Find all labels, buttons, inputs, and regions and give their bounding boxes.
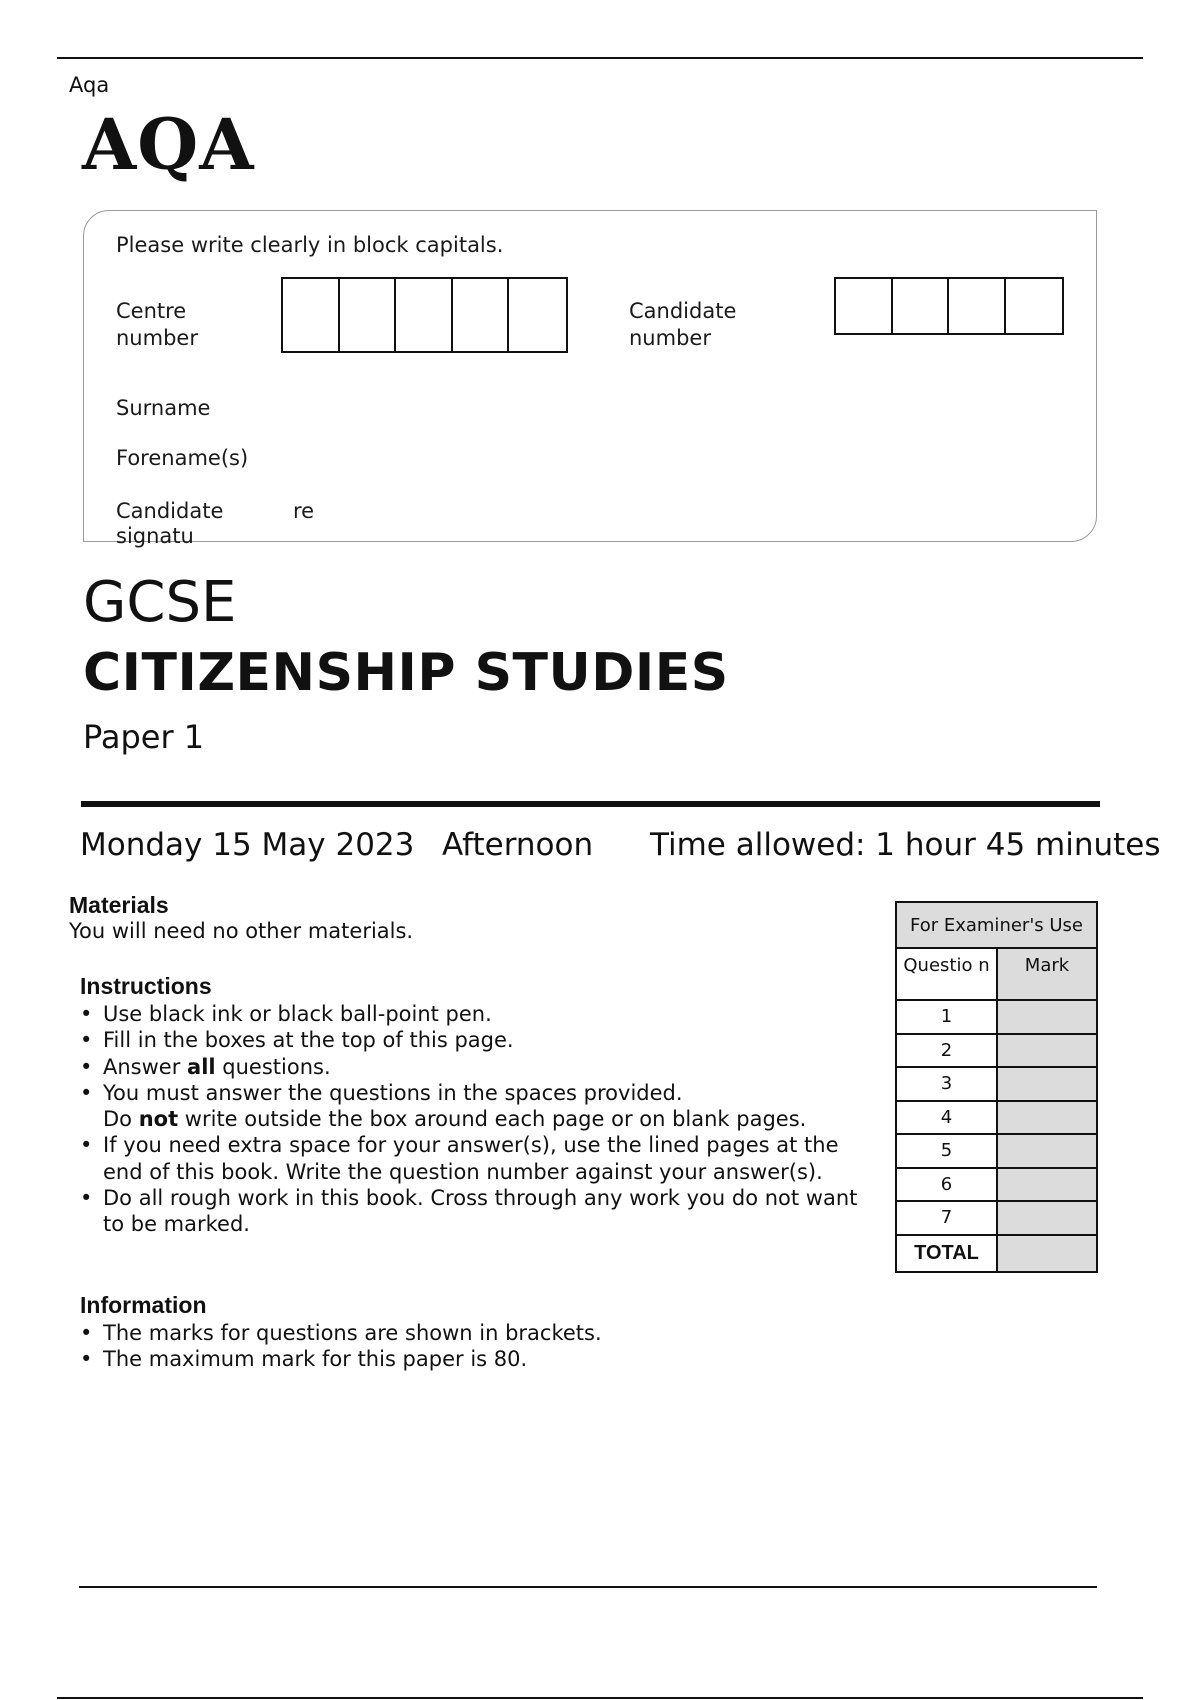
page-bottom-rule: [57, 1697, 1143, 1699]
list-item: • Fill in the boxes at the top of this page.: [80, 1027, 860, 1053]
paper-title: Paper 1: [83, 718, 205, 756]
table-row: [896, 1134, 1097, 1168]
question-number: 7: [896, 1201, 997, 1235]
centre-number-boxes: [281, 277, 568, 353]
centre-number-digit-5[interactable]: [509, 279, 566, 351]
candidate-number-digit-1[interactable]: [836, 279, 893, 333]
candidate-number-digit-2[interactable]: [893, 279, 950, 333]
qualification-title: GCSE: [83, 570, 237, 635]
information-heading: Information: [80, 1292, 207, 1318]
centre-number-digit-3[interactable]: [396, 279, 453, 351]
question-number: 6: [896, 1168, 997, 1202]
surname-label: Surname: [116, 396, 211, 420]
subject-title: CITIZENSHIP STUDIES: [83, 643, 729, 703]
total-label: TOTAL: [896, 1235, 997, 1272]
question-number: 3: [896, 1067, 997, 1101]
mark-cell[interactable]: [997, 1134, 1097, 1168]
signature-label-fragment: re: [293, 499, 315, 523]
text-run: Do: [103, 1107, 139, 1132]
question-number: 1: [896, 1000, 997, 1034]
list-item: • Use black ink or black ball-point pen.: [80, 1001, 860, 1027]
examiner-use-table: [895, 901, 1098, 1273]
forename-label: Forename(s): [116, 446, 249, 470]
table-row: [896, 1067, 1097, 1101]
materials-text: You will need no other materials.: [69, 919, 414, 943]
top-rule: [57, 57, 1143, 59]
candidate-number-digit-3[interactable]: [949, 279, 1006, 333]
question-number: 5: [896, 1134, 997, 1168]
instructions-heading: Instructions: [80, 973, 212, 999]
table-row: [896, 1201, 1097, 1235]
mark-column-header: Mark: [997, 948, 1097, 1000]
exam-date: Monday 15 May 2023: [80, 827, 415, 863]
mark-cell[interactable]: [997, 1000, 1097, 1034]
candidate-number-label-line2: number: [629, 326, 711, 350]
bottom-rule: [79, 1586, 1097, 1588]
candidate-number-label-line1: Candidate: [629, 299, 737, 323]
list-item: • Do all rough work in this book. Cross through any work you do not want to be marked.: [80, 1185, 860, 1238]
list-item: • The maximum mark for this paper is 80.: [80, 1346, 860, 1372]
question-number: 2: [896, 1034, 997, 1068]
title-divider: [81, 801, 1100, 807]
signature-label-line2: signatu: [116, 524, 194, 548]
exam-session: Afternoon: [442, 827, 594, 863]
text-run: questions.: [215, 1054, 331, 1079]
centre-number-label-line1: Centre: [116, 299, 187, 323]
centre-number-label: [116, 298, 256, 352]
signature-label-line1: Candidate: [116, 499, 224, 523]
centre-number-digit-2[interactable]: [340, 279, 397, 351]
table-row: [896, 1101, 1097, 1135]
centre-number-digit-4[interactable]: [453, 279, 510, 351]
candidate-number-label: [629, 298, 769, 352]
examiner-table-title: For Examiner's Use: [896, 902, 1097, 948]
table-row: [896, 1000, 1097, 1034]
materials-heading: Materials: [69, 892, 169, 918]
time-allowed: Time allowed: 1 hour 45 minutes: [650, 827, 1161, 863]
board-label: Aqa: [69, 73, 110, 97]
centre-number-digit-1[interactable]: [283, 279, 340, 351]
block-capitals-instruction: Please write clearly in block capitals.: [116, 233, 504, 257]
mark-cell[interactable]: [997, 1201, 1097, 1235]
text-run: Answer: [103, 1054, 188, 1079]
list-item: • If you need extra space for your answer(s), use the lined pages at the end of this book. Write the question number against your answer(s).: [80, 1132, 860, 1185]
table-row: [896, 1034, 1097, 1068]
list-item-continuation: [80, 1106, 860, 1132]
question-number: 4: [896, 1101, 997, 1135]
instructions-list: [80, 1001, 860, 1238]
list-item: • The marks for questions are shown in brackets.: [80, 1320, 860, 1346]
candidate-number-boxes: [834, 277, 1064, 335]
candidate-number-digit-4[interactable]: [1006, 279, 1063, 333]
centre-number-label-line2: number: [116, 326, 198, 350]
mark-cell[interactable]: [997, 1168, 1097, 1202]
list-item: [80, 1054, 860, 1080]
aqa-logo: AQA: [82, 103, 255, 186]
emphasis-all: all: [187, 1054, 216, 1079]
information-list: [80, 1320, 860, 1373]
table-row-total: [896, 1235, 1097, 1272]
question-column-header: Questio n: [896, 948, 997, 1000]
mark-cell[interactable]: [997, 1034, 1097, 1068]
candidate-details-box: [83, 210, 1097, 542]
emphasis-not: not: [138, 1107, 179, 1132]
mark-cell[interactable]: [997, 1067, 1097, 1101]
text-run: write outside the box around each page or on blank pages.: [178, 1107, 807, 1132]
table-row: [896, 1168, 1097, 1202]
mark-cell[interactable]: [997, 1101, 1097, 1135]
total-mark-cell[interactable]: [997, 1235, 1097, 1272]
list-item: • You must answer the questions in the spaces provided.: [80, 1080, 860, 1106]
